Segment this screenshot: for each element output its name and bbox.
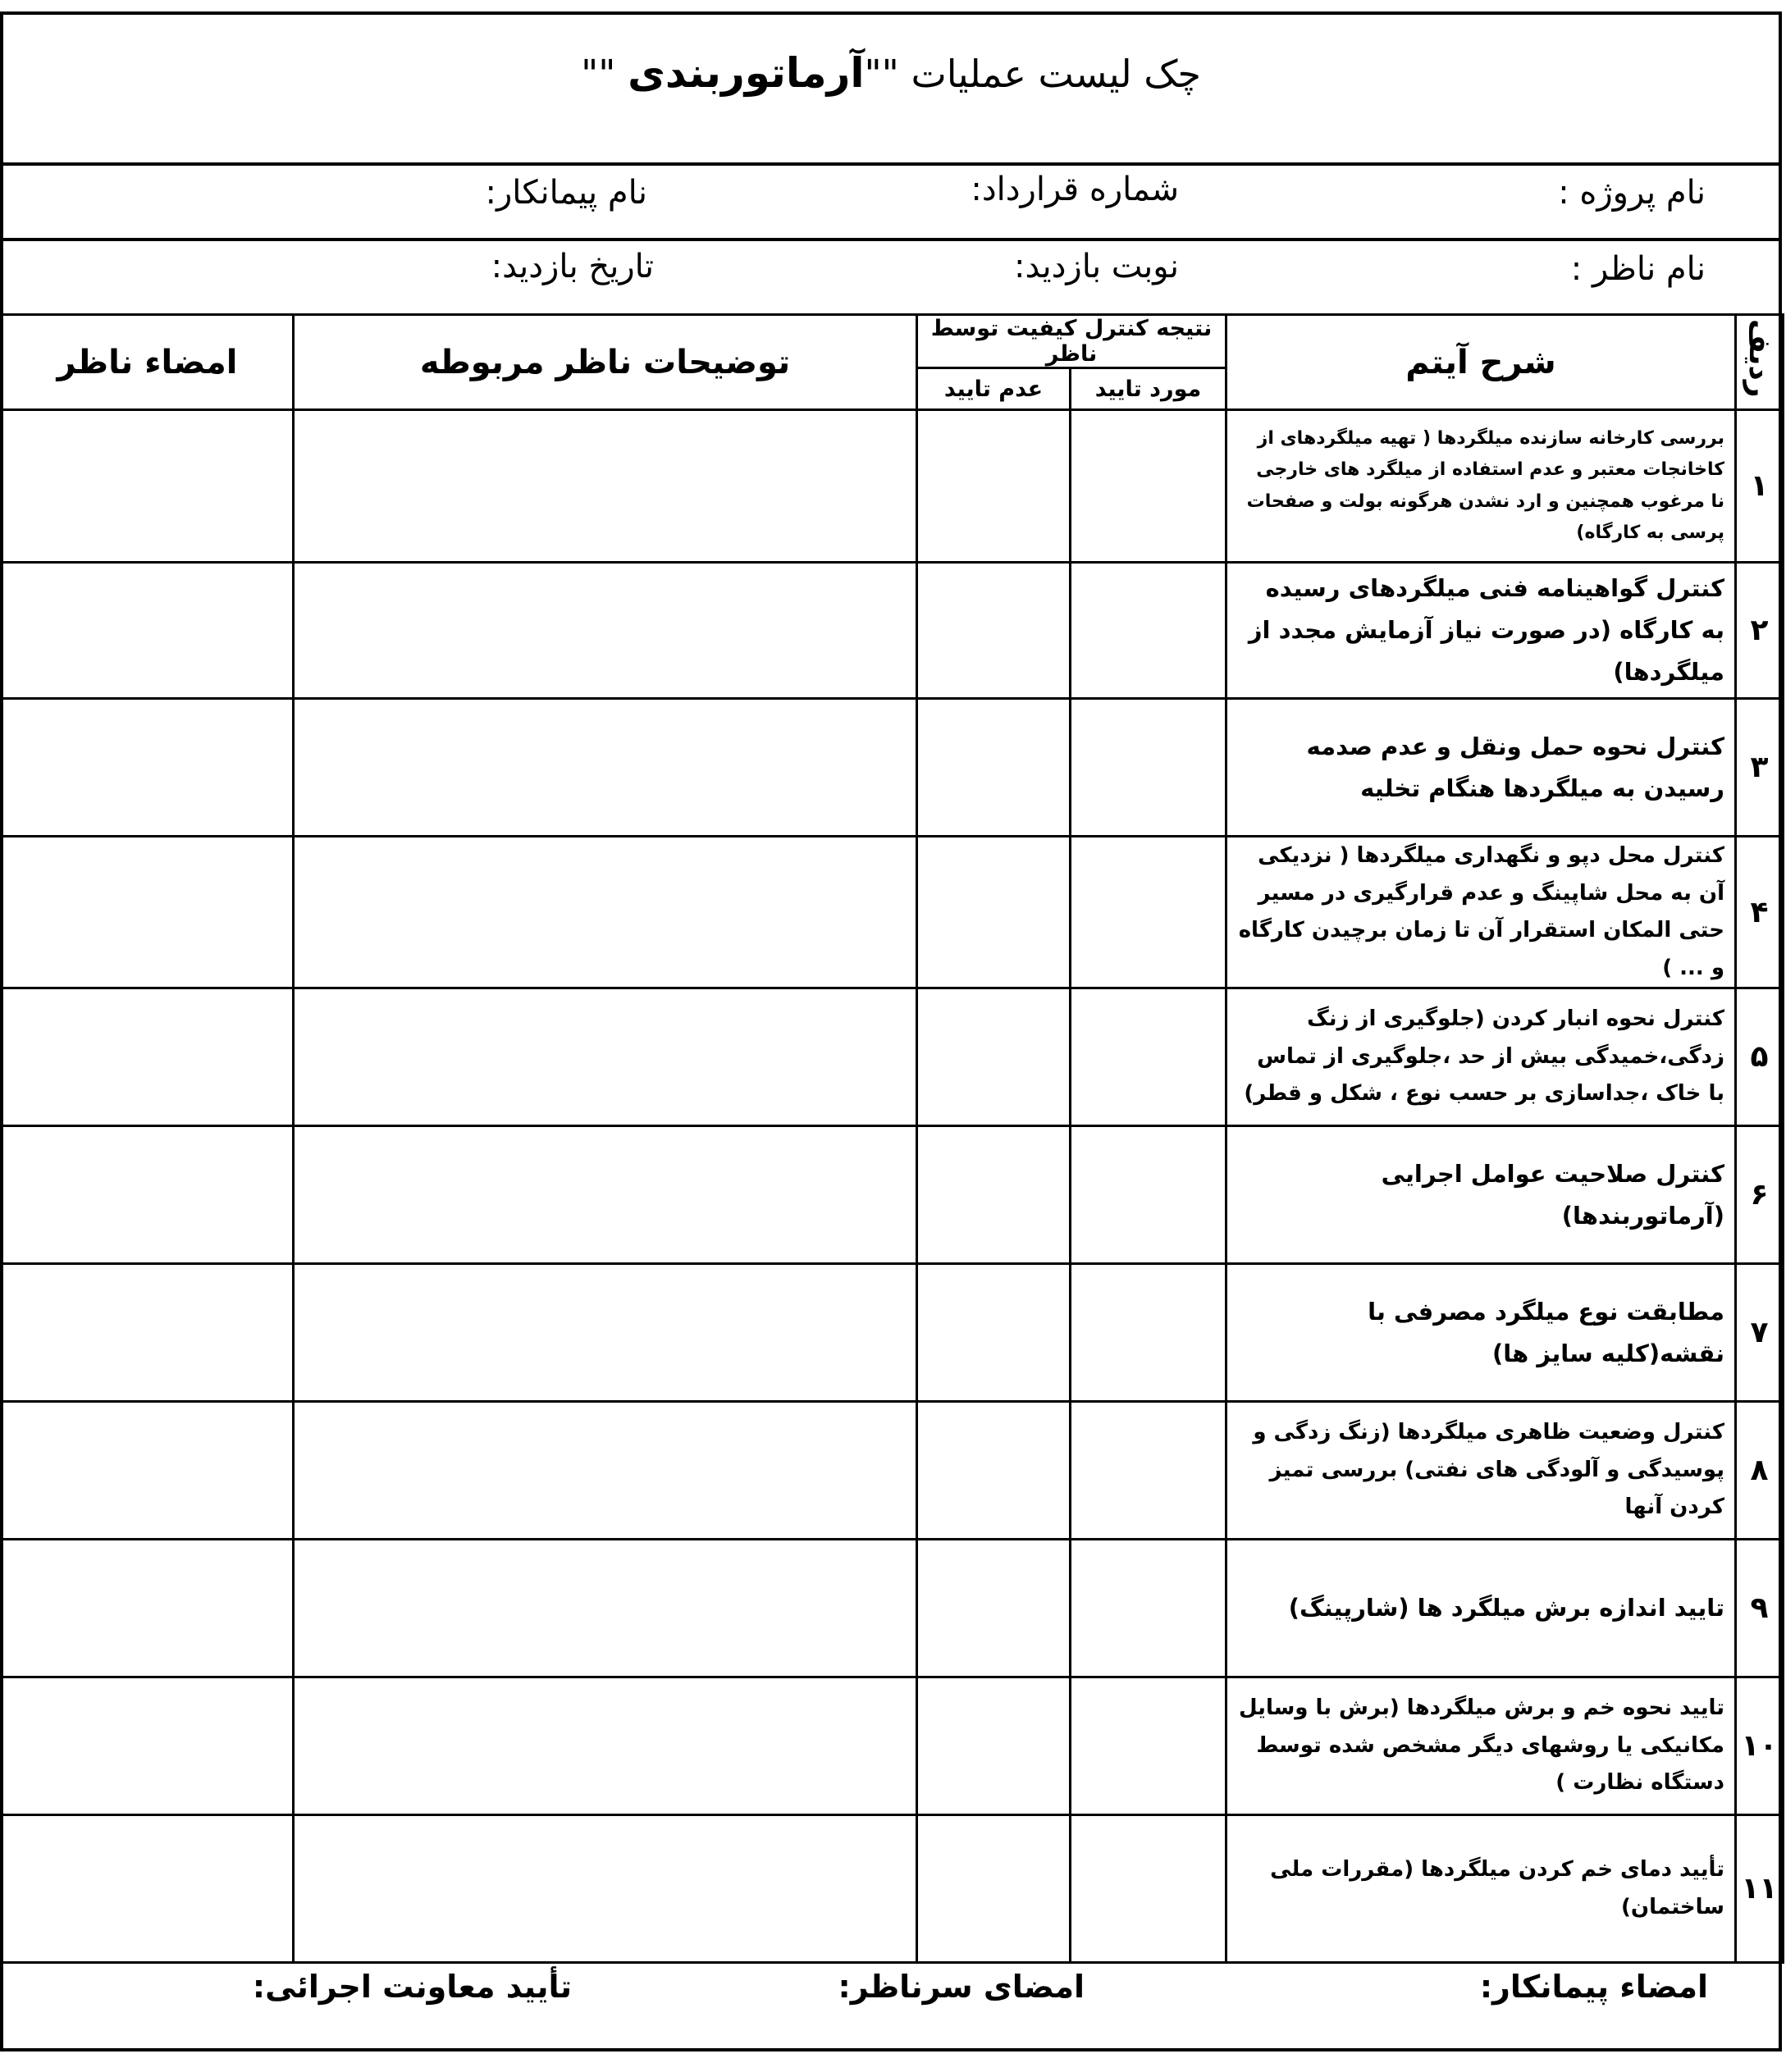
notes-cell[interactable] — [294, 410, 917, 563]
divider — [0, 162, 1782, 166]
not-approved-cell[interactable] — [917, 1540, 1071, 1677]
visit-turn-label: نوبت بازدید: — [1014, 248, 1179, 285]
approved-cell[interactable] — [1071, 563, 1226, 699]
signature-cell[interactable] — [2, 1264, 294, 1402]
notes-cell[interactable] — [294, 1677, 917, 1815]
approved-cell[interactable] — [1071, 410, 1226, 563]
supervisor-name-label: نام ناظر : — [1570, 250, 1706, 288]
visit-date-label: تاریخ بازدید: — [491, 248, 654, 285]
notes-cell[interactable] — [294, 1402, 917, 1540]
signature-cell[interactable] — [2, 1815, 294, 1963]
checklist-table — [0, 313, 1784, 1964]
row-description: کنترل نحوه حمل ونقل و عدم صدمه رسیدن به میلگردها هنگام تخلیه — [1226, 699, 1736, 837]
table-row — [2, 1815, 1784, 1963]
signature-cell[interactable] — [2, 1677, 294, 1815]
table-row — [2, 699, 1784, 837]
approved-cell[interactable] — [1071, 1264, 1226, 1402]
row-number: ۲ — [1736, 563, 1784, 699]
signature-cell[interactable] — [2, 410, 294, 563]
not-approved-cell[interactable] — [917, 988, 1071, 1126]
row-description: کنترل محل دپو و نگهداری میلگردها ( نزدیکی آن به محل شاپینگ و عدم قرارگیری در مسیر حتی المکان استقرار آن تا زمان برچیدن کارگاه و ... ) — [1226, 837, 1736, 988]
col-signature-header: امضاء ناظر — [2, 315, 294, 410]
not-approved-cell[interactable] — [917, 410, 1071, 563]
signature-cell[interactable] — [2, 988, 294, 1126]
table-row — [2, 1677, 1784, 1815]
notes-cell[interactable] — [294, 1815, 917, 1963]
row-description: کنترل گواهینامه فنی میلگردهای رسیده به کارگاه (در صورت نیاز آزمایش مجدد از میلگردها) — [1226, 563, 1736, 699]
notes-cell[interactable] — [294, 837, 917, 988]
table-row — [2, 410, 1784, 563]
chief-supervisor-signature-label: امضای سرناظر: — [838, 1969, 1085, 2005]
notes-cell[interactable] — [294, 699, 917, 837]
not-approved-cell[interactable] — [917, 563, 1071, 699]
row-number: ۵ — [1736, 988, 1784, 1126]
table-row — [2, 1126, 1784, 1264]
approved-cell[interactable] — [1071, 1402, 1226, 1540]
approved-cell[interactable] — [1071, 1126, 1226, 1264]
row-number: ۸ — [1736, 1402, 1784, 1540]
table-row — [2, 1540, 1784, 1677]
not-approved-cell[interactable] — [917, 1126, 1071, 1264]
signature-cell[interactable] — [2, 1126, 294, 1264]
title-suffix: "" — [581, 52, 628, 96]
notes-cell[interactable] — [294, 563, 917, 699]
row-number: ۱ — [1736, 410, 1784, 563]
row-description: تایید اندازه برش میلگرد ها (شارپینگ) — [1226, 1540, 1736, 1677]
row-description: کنترل نحوه انبار کردن (جلوگیری از زنگ زدگی،خمیدگی بیش از حد ،جلوگیری از تماس با خاک ،جداسازی بر حسب نوع ، شکل و قطر) — [1226, 988, 1736, 1126]
row-number: ۷ — [1736, 1264, 1784, 1402]
contract-number-label: شماره قرارداد: — [971, 171, 1179, 208]
row-number: ۶ — [1736, 1126, 1784, 1264]
col-not-approved-header: عدم تایید — [917, 368, 1071, 410]
row-description: کنترل وضعیت ظاهری میلگردها (زنگ زدگی و پوسیدگی و آلودگی های نفتی) بررسی تمیز کردن آنها — [1226, 1402, 1736, 1540]
divider — [0, 238, 1782, 241]
approved-cell[interactable] — [1071, 1815, 1226, 1963]
signature-cell[interactable] — [2, 563, 294, 699]
notes-cell[interactable] — [294, 1540, 917, 1677]
approved-cell[interactable] — [1071, 988, 1226, 1126]
approved-cell[interactable] — [1071, 837, 1226, 988]
title-prefix: چک لیست عملیات "" — [864, 52, 1201, 96]
approved-cell[interactable] — [1071, 1540, 1226, 1677]
not-approved-cell[interactable] — [917, 1815, 1071, 1963]
signature-cell[interactable] — [2, 1402, 294, 1540]
notes-cell[interactable] — [294, 1126, 917, 1264]
signature-cell[interactable] — [2, 837, 294, 988]
approved-cell[interactable] — [1071, 699, 1226, 837]
title-bold: آرماتوربندی — [628, 49, 865, 97]
approved-cell[interactable] — [1071, 1677, 1226, 1815]
notes-cell[interactable] — [294, 1264, 917, 1402]
row-number: ۱۰ — [1736, 1677, 1784, 1815]
not-approved-cell[interactable] — [917, 1677, 1071, 1815]
not-approved-cell[interactable] — [917, 699, 1071, 837]
contractor-name-label: نام پیمانکار: — [485, 174, 647, 212]
row-number: ۹ — [1736, 1540, 1784, 1677]
table-row — [2, 1402, 1784, 1540]
signature-cell[interactable] — [2, 1540, 294, 1677]
row-description: تأیید دمای خم کردن میلگردها (مقررات ملی ساختمان) — [1226, 1815, 1736, 1963]
row-description: مطابقت نوع میلگرد مصرفی با نقشه(کلیه سایز ها) — [1226, 1264, 1736, 1402]
table-row — [2, 988, 1784, 1126]
table-row — [2, 837, 1784, 988]
contractor-signature-label: امضاء پیمانکار: — [1479, 1969, 1708, 2005]
row-number: ۳ — [1736, 699, 1784, 837]
table-row — [2, 1264, 1784, 1402]
col-qc-result-header: نتیجه کنترل کیفیت توسط ناظر — [917, 315, 1226, 368]
not-approved-cell[interactable] — [917, 837, 1071, 988]
row-description: بررسی کارخانه سازنده میلگردها ( تهیه میلگردهای از کاخانجات معتبر و عدم استفاده از میلگرد های خارجی نا مرغوب همچنین و ارد نشدن هرگونه بولت و صفحات پرسی به کارگاه) — [1226, 410, 1736, 563]
col-approved-header: مورد تایید — [1071, 368, 1226, 410]
not-approved-cell[interactable] — [917, 1402, 1071, 1540]
form-title — [0, 49, 1782, 97]
notes-cell[interactable] — [294, 988, 917, 1126]
table-row — [2, 563, 1784, 699]
row-number: ۱۱ — [1736, 1815, 1784, 1963]
project-name-label: نام پروژه : — [1558, 174, 1706, 212]
not-approved-cell[interactable] — [917, 1264, 1071, 1402]
col-item-description-header: شرح آیتم — [1226, 315, 1736, 410]
signature-cell[interactable] — [2, 699, 294, 837]
row-number: ۴ — [1736, 837, 1784, 988]
col-row-header: ردیف — [1736, 315, 1784, 410]
col-notes-header: توضیحات ناظر مربوطه — [294, 315, 917, 410]
row-description: تایید نحوه خم و برش میلگردها (برش با وسایل مکانیکی یا روشهای دیگر مشخص شده توسط دستگاه نظارت ) — [1226, 1677, 1736, 1815]
row-description: کنترل صلاحیت عوامل اجرایی (آرماتوربندها) — [1226, 1126, 1736, 1264]
deputy-approval-label: تأیید معاونت اجرائی: — [252, 1969, 572, 2005]
